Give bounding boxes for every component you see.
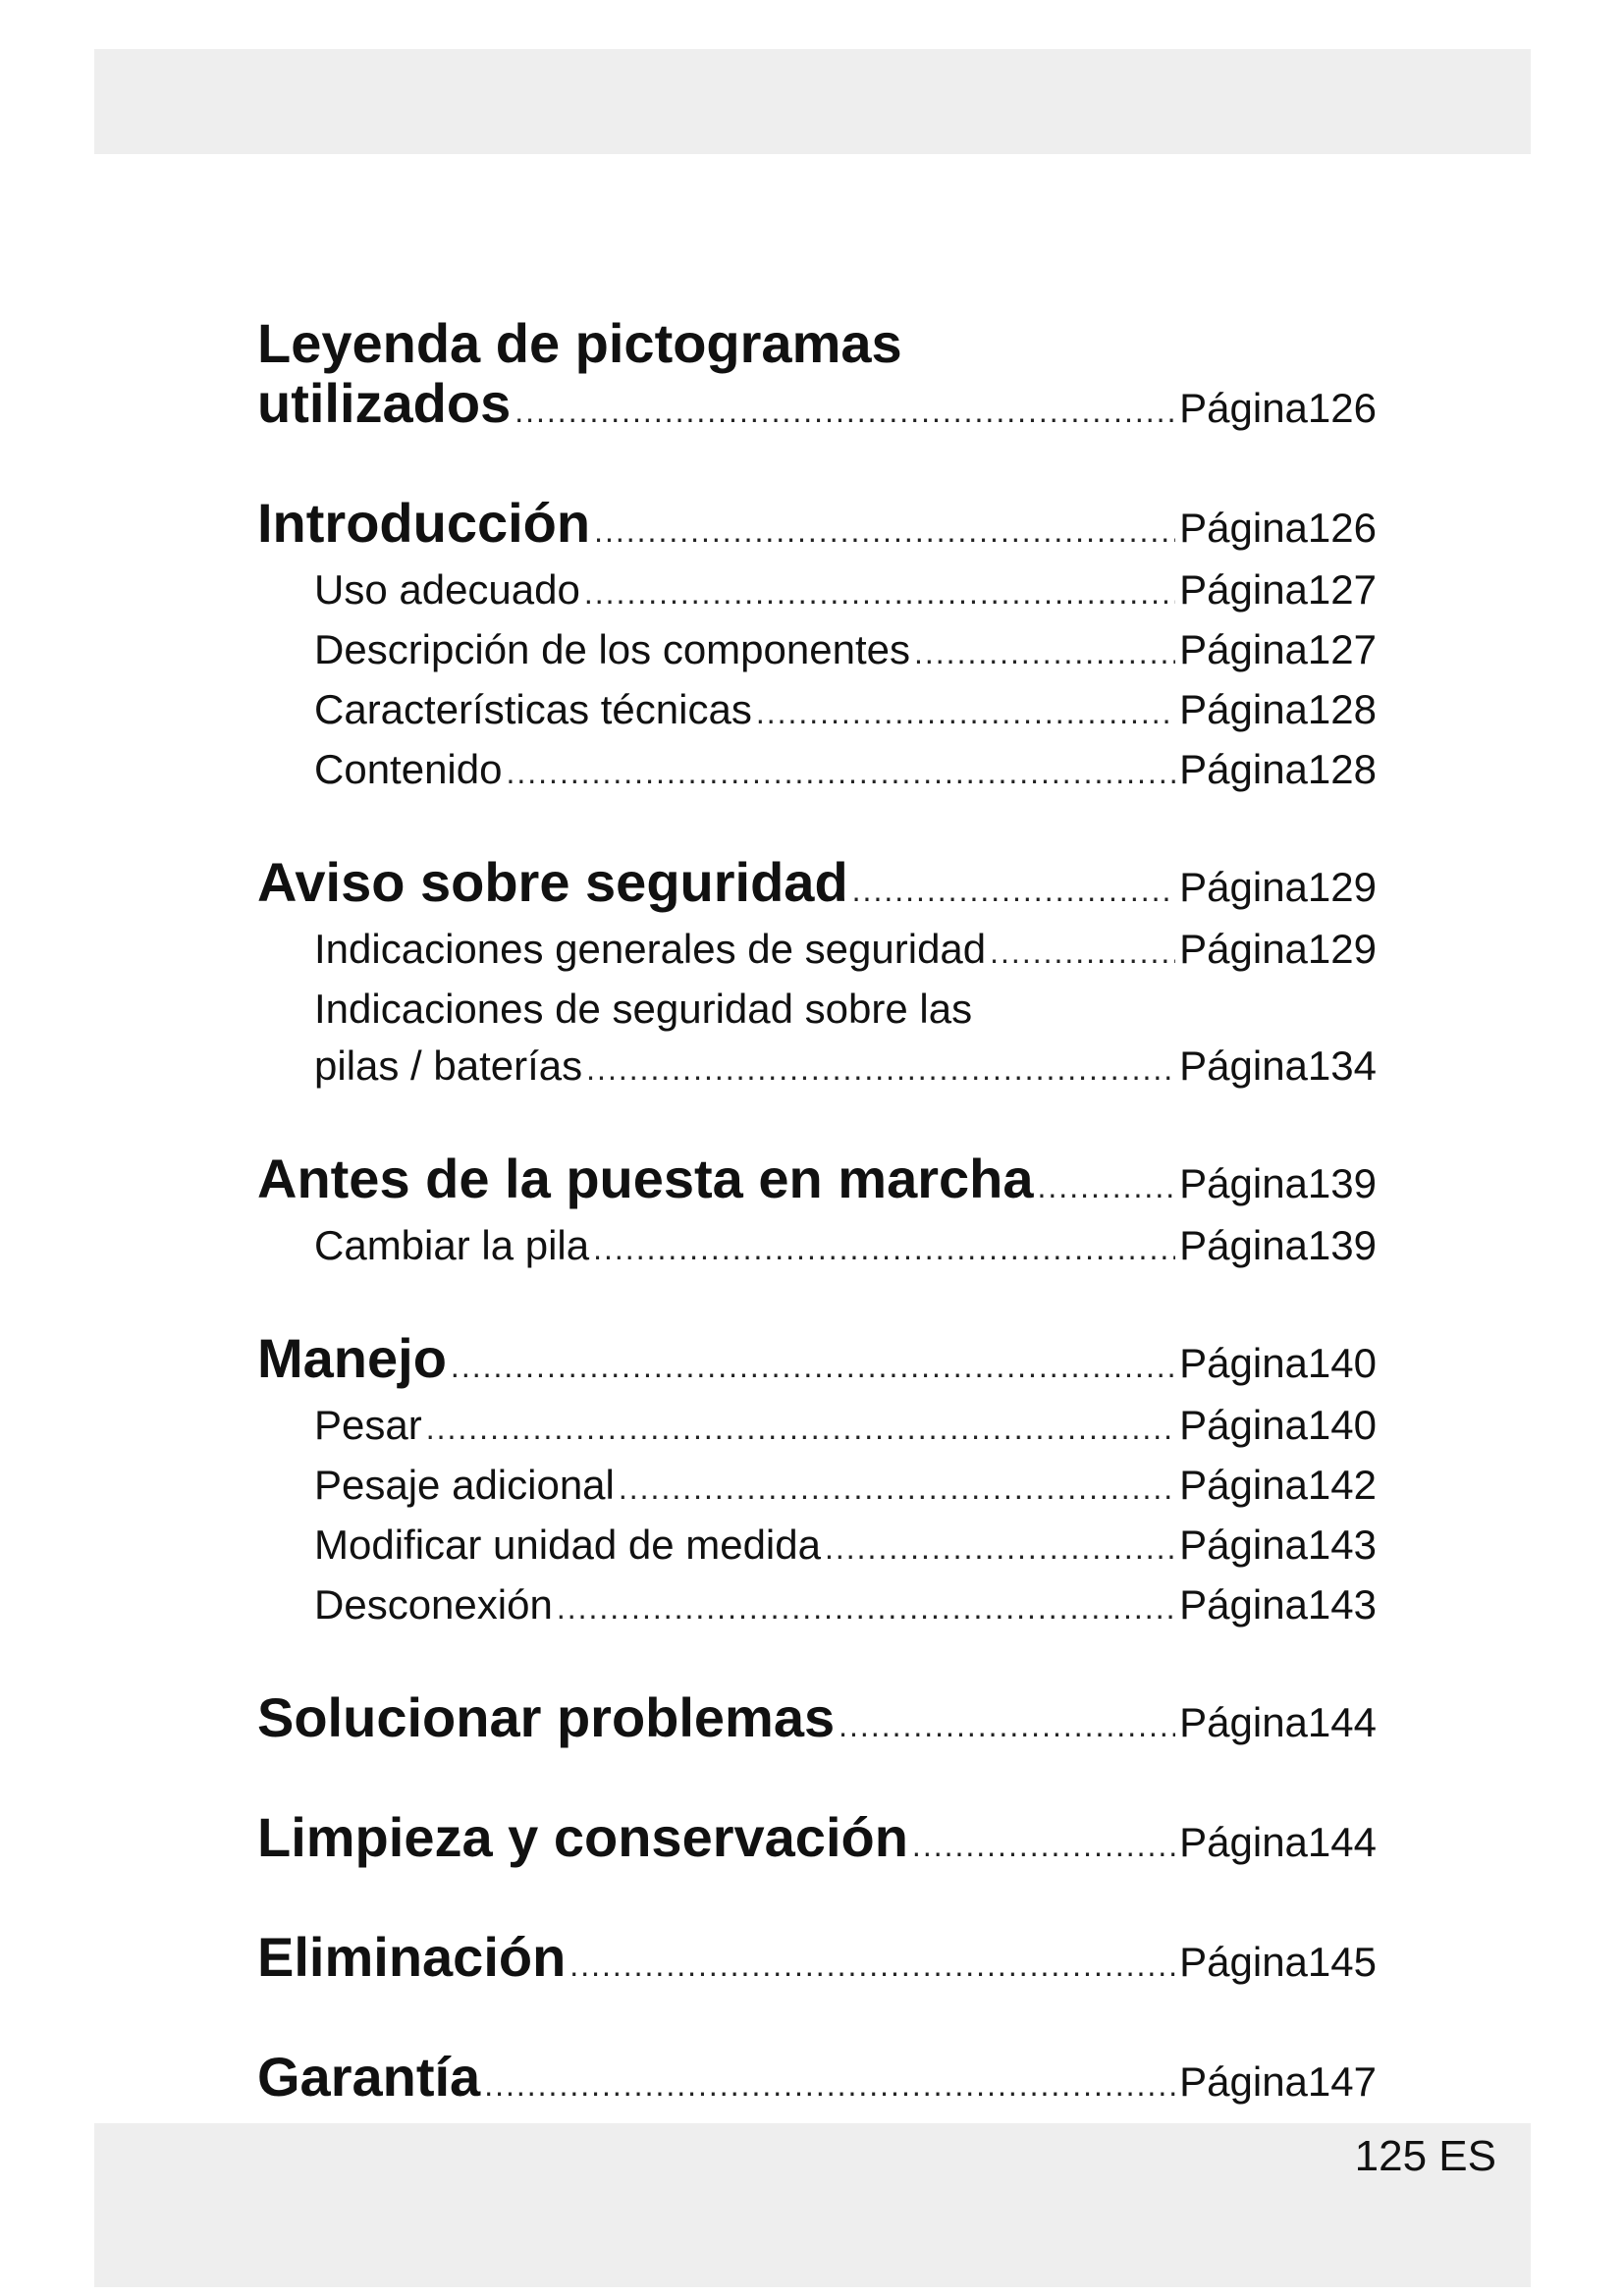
toc-subheading: Pesaje adicional bbox=[314, 1462, 615, 1508]
toc-subheading: Uso adecuado bbox=[314, 566, 580, 613]
page-word: Página bbox=[1179, 864, 1308, 910]
toc-subheading: Modificar unidad de medida bbox=[314, 1522, 821, 1568]
page-word: Página bbox=[1179, 686, 1308, 732]
page-word: Página bbox=[1179, 566, 1308, 613]
toc-subentry[interactable] bbox=[257, 1576, 1377, 1636]
page-word: Página bbox=[1179, 1160, 1308, 1206]
page-word: Página bbox=[1179, 626, 1308, 672]
toc-subheading: Desconexión bbox=[314, 1581, 553, 1628]
toc-subentry[interactable] bbox=[257, 1517, 1377, 1576]
page-number: 128 bbox=[1307, 686, 1377, 732]
toc-heading: Introducción bbox=[257, 492, 591, 554]
leader-dots bbox=[451, 1336, 1175, 1397]
toc-heading: Aviso sobre seguridad bbox=[257, 851, 848, 913]
page-number: 140 bbox=[1307, 1402, 1377, 1448]
footer-band bbox=[94, 2123, 1531, 2287]
page-number: 140 bbox=[1307, 1340, 1377, 1386]
page-word: Página bbox=[1179, 385, 1308, 431]
leader-dots bbox=[594, 501, 1175, 561]
page-number: 147 bbox=[1307, 2058, 1377, 2105]
toc-entry[interactable] bbox=[257, 373, 1377, 442]
page-number: 129 bbox=[1307, 926, 1377, 972]
toc-subentry[interactable] bbox=[257, 621, 1377, 681]
page-number: 127 bbox=[1307, 566, 1377, 613]
page-number: 145 bbox=[1307, 1939, 1377, 1985]
page-word: Página bbox=[1179, 1819, 1308, 1865]
leader-dots bbox=[839, 1695, 1175, 1756]
leader-dots bbox=[484, 2055, 1175, 2115]
page-number: 144 bbox=[1307, 1819, 1377, 1865]
page-word: Página bbox=[1179, 505, 1308, 551]
leader-dots bbox=[557, 1579, 1175, 1636]
toc-subentry[interactable] bbox=[257, 1038, 1377, 1097]
page-word: Página bbox=[1179, 746, 1308, 792]
page-number: 126 bbox=[1307, 505, 1377, 551]
page-number: 126 bbox=[1307, 385, 1377, 431]
page-number: 127 bbox=[1307, 626, 1377, 672]
page-number: 139 bbox=[1307, 1160, 1377, 1206]
toc-subentry[interactable] bbox=[257, 921, 1377, 981]
header-band bbox=[94, 49, 1531, 154]
toc-entry[interactable] bbox=[257, 1807, 1377, 1876]
page-word: Página bbox=[1179, 1462, 1308, 1508]
toc-entry[interactable] bbox=[257, 493, 1377, 561]
page-word: Página bbox=[1179, 1340, 1308, 1386]
toc-subentry[interactable] bbox=[257, 681, 1377, 741]
toc-subheading: Pesar bbox=[314, 1402, 422, 1448]
leader-dots bbox=[852, 860, 1175, 921]
page-number: 134 bbox=[1307, 1042, 1377, 1089]
toc-heading: utilizados bbox=[257, 372, 512, 434]
page-number: 143 bbox=[1307, 1522, 1377, 1568]
page-word: Página bbox=[1179, 2058, 1308, 2105]
toc-section-limpieza bbox=[257, 1807, 1377, 1876]
page-number: 143 bbox=[1307, 1581, 1377, 1628]
toc-subentry[interactable] bbox=[257, 1397, 1377, 1457]
toc-section-seguridad bbox=[257, 852, 1377, 1097]
leader-dots bbox=[914, 624, 1175, 681]
page-number: 128 bbox=[1307, 746, 1377, 792]
toc-subheading: Descripción de los componentes bbox=[314, 626, 910, 672]
leader-dots bbox=[990, 924, 1175, 981]
toc-subentry[interactable] bbox=[257, 561, 1377, 621]
leader-dots bbox=[756, 684, 1175, 741]
toc-subheading: Contenido bbox=[314, 746, 503, 792]
toc-subheading: Cambiar la pila bbox=[314, 1222, 590, 1268]
toc-entry[interactable] bbox=[257, 1148, 1377, 1217]
toc-entry[interactable] bbox=[257, 1328, 1377, 1397]
page-word: Página bbox=[1179, 1699, 1308, 1745]
toc-heading: Limpieza y conservación bbox=[257, 1806, 908, 1868]
page-word: Página bbox=[1179, 1222, 1308, 1268]
leader-dots bbox=[1038, 1156, 1176, 1217]
leader-dots bbox=[584, 564, 1175, 621]
page-word: Página bbox=[1179, 1939, 1308, 1985]
page-folio: 125 ES bbox=[1354, 2132, 1496, 2180]
page-word: Página bbox=[1179, 1522, 1308, 1568]
toc-heading: Antes de la puesta en marcha bbox=[257, 1148, 1034, 1209]
page-word: Página bbox=[1179, 1402, 1308, 1448]
leader-dots bbox=[514, 381, 1175, 442]
leader-dots bbox=[825, 1520, 1175, 1576]
toc-subentry[interactable] bbox=[257, 741, 1377, 801]
toc-section-manejo bbox=[257, 1328, 1377, 1636]
leader-dots bbox=[506, 744, 1175, 801]
toc-subheading: pilas / baterías bbox=[314, 1042, 583, 1089]
toc-section-eliminacion bbox=[257, 1927, 1377, 1996]
toc-heading: Solucionar problemas bbox=[257, 1686, 836, 1748]
leader-dots bbox=[586, 1041, 1175, 1097]
table-of-contents bbox=[257, 314, 1377, 2166]
toc-section-problemas bbox=[257, 1687, 1377, 1756]
toc-subheading: Características técnicas bbox=[314, 686, 752, 732]
toc-heading: Garantía bbox=[257, 2046, 481, 2108]
toc-heading-line1: Leyenda de pictogramas bbox=[257, 312, 902, 374]
leader-dots bbox=[619, 1460, 1175, 1517]
toc-section-legend bbox=[257, 314, 1377, 442]
leader-dots bbox=[569, 1935, 1175, 1996]
toc-heading: Eliminación bbox=[257, 1926, 567, 1988]
toc-subheading-line1: Indicaciones de seguridad sobre las bbox=[314, 986, 973, 1032]
toc-entry[interactable] bbox=[257, 852, 1377, 921]
toc-subentry[interactable] bbox=[257, 1457, 1377, 1517]
leader-dots bbox=[912, 1815, 1175, 1876]
toc-section-introduccion bbox=[257, 493, 1377, 801]
page-word: Página bbox=[1179, 1042, 1308, 1089]
toc-entry[interactable] bbox=[257, 2047, 1377, 2115]
page-number: 144 bbox=[1307, 1699, 1377, 1745]
toc-subheading: Indicaciones generales de seguridad bbox=[314, 926, 987, 972]
toc-entry[interactable] bbox=[257, 1927, 1377, 1996]
page-number: 139 bbox=[1307, 1222, 1377, 1268]
toc-heading: Manejo bbox=[257, 1327, 447, 1389]
toc-subentry[interactable] bbox=[257, 1217, 1377, 1277]
toc-entry[interactable] bbox=[257, 1687, 1377, 1756]
toc-section-garantia bbox=[257, 2047, 1377, 2115]
page-number: 142 bbox=[1307, 1462, 1377, 1508]
leader-dots bbox=[426, 1400, 1175, 1457]
leader-dots bbox=[593, 1220, 1175, 1277]
toc-section-puesta-en-marcha bbox=[257, 1148, 1377, 1277]
page-word: Página bbox=[1179, 1581, 1308, 1628]
page-word: Página bbox=[1179, 926, 1308, 972]
page-number: 129 bbox=[1307, 864, 1377, 910]
